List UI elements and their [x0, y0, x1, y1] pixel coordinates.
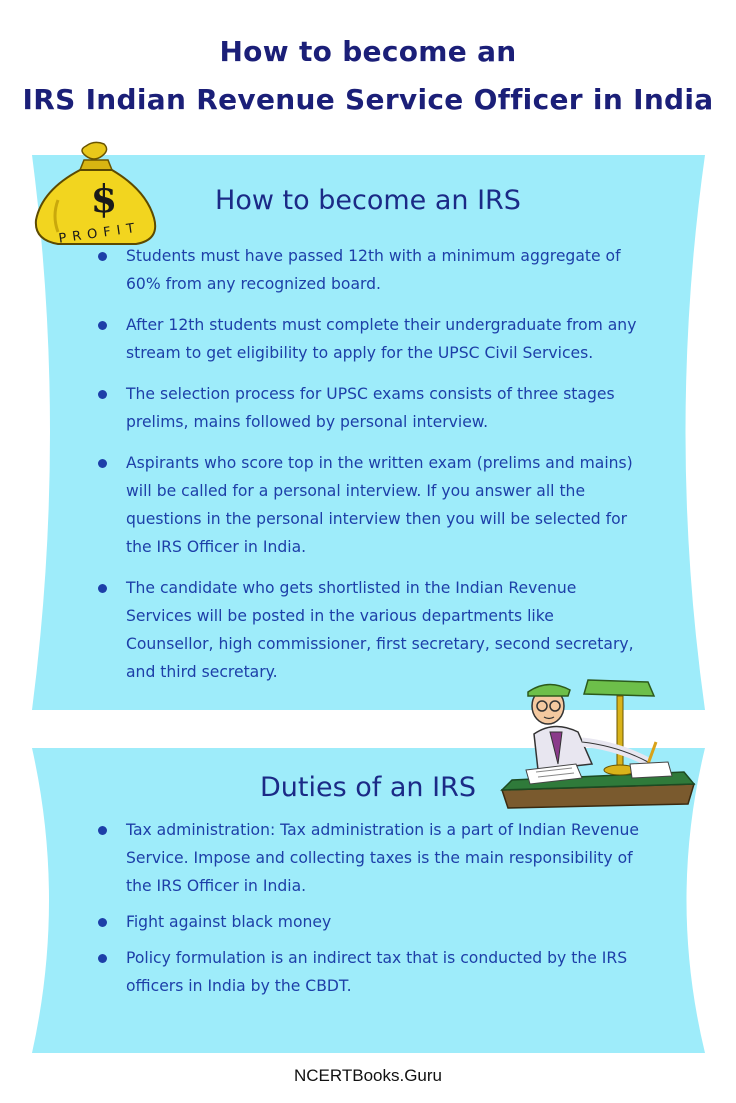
bullet-icon	[98, 459, 107, 468]
bullet-icon	[98, 826, 107, 835]
bullet-icon	[98, 954, 107, 963]
list-item: The selection process for UPSC exams consists of three stages prelims, mains followed by personal interview.	[96, 380, 641, 436]
bullet-icon	[98, 584, 107, 593]
how-to-become-list	[96, 242, 641, 699]
list-item: Students must have passed 12th with a minimum aggregate of 60% from any recognized board.	[96, 242, 641, 298]
list-item: After 12th students must complete their undergraduate from any stream to get eligibility to apply for the UPSC Civil Services.	[96, 311, 641, 367]
section-heading-duties: Duties of an IRS	[260, 772, 476, 803]
page-title-line-2: IRS Indian Revenue Service Officer in India	[22, 83, 714, 116]
list-item: Policy formulation is an indirect tax that is conducted by the IRS officers in India by the CBDT.	[96, 944, 641, 1000]
list-item: The candidate who gets shortlisted in the Indian Revenue Services will be posted in the various departments like Counsellor, high commissioner, first secretary, second secretary, and third secretary.	[96, 574, 641, 686]
section-heading-how-to-become: How to become an IRS	[215, 185, 521, 216]
bullet-icon	[98, 252, 107, 261]
list-item: Tax administration: Tax administration is a part of Indian Revenue Service. Impose and collecting taxes is the main responsibility of the IRS Officer in India.	[96, 816, 641, 900]
list-item: Aspirants who score top in the written exam (prelims and mains) will be called for a personal interview. If you answer all the questions in the personal interview then you will be selected for the IRS Officer in India.	[96, 449, 641, 561]
bullet-icon	[98, 390, 107, 399]
list-item: Fight against black money	[96, 908, 641, 936]
page-title-line-1: How to become an	[219, 35, 517, 68]
profit-label: PROFIT	[57, 220, 142, 247]
duties-list	[96, 816, 641, 1008]
bullet-icon	[98, 918, 107, 927]
dollar-symbol: $	[90, 176, 118, 221]
footer-site-name: NCERTBooks.Guru	[293, 1066, 442, 1085]
bullet-icon	[98, 321, 107, 330]
